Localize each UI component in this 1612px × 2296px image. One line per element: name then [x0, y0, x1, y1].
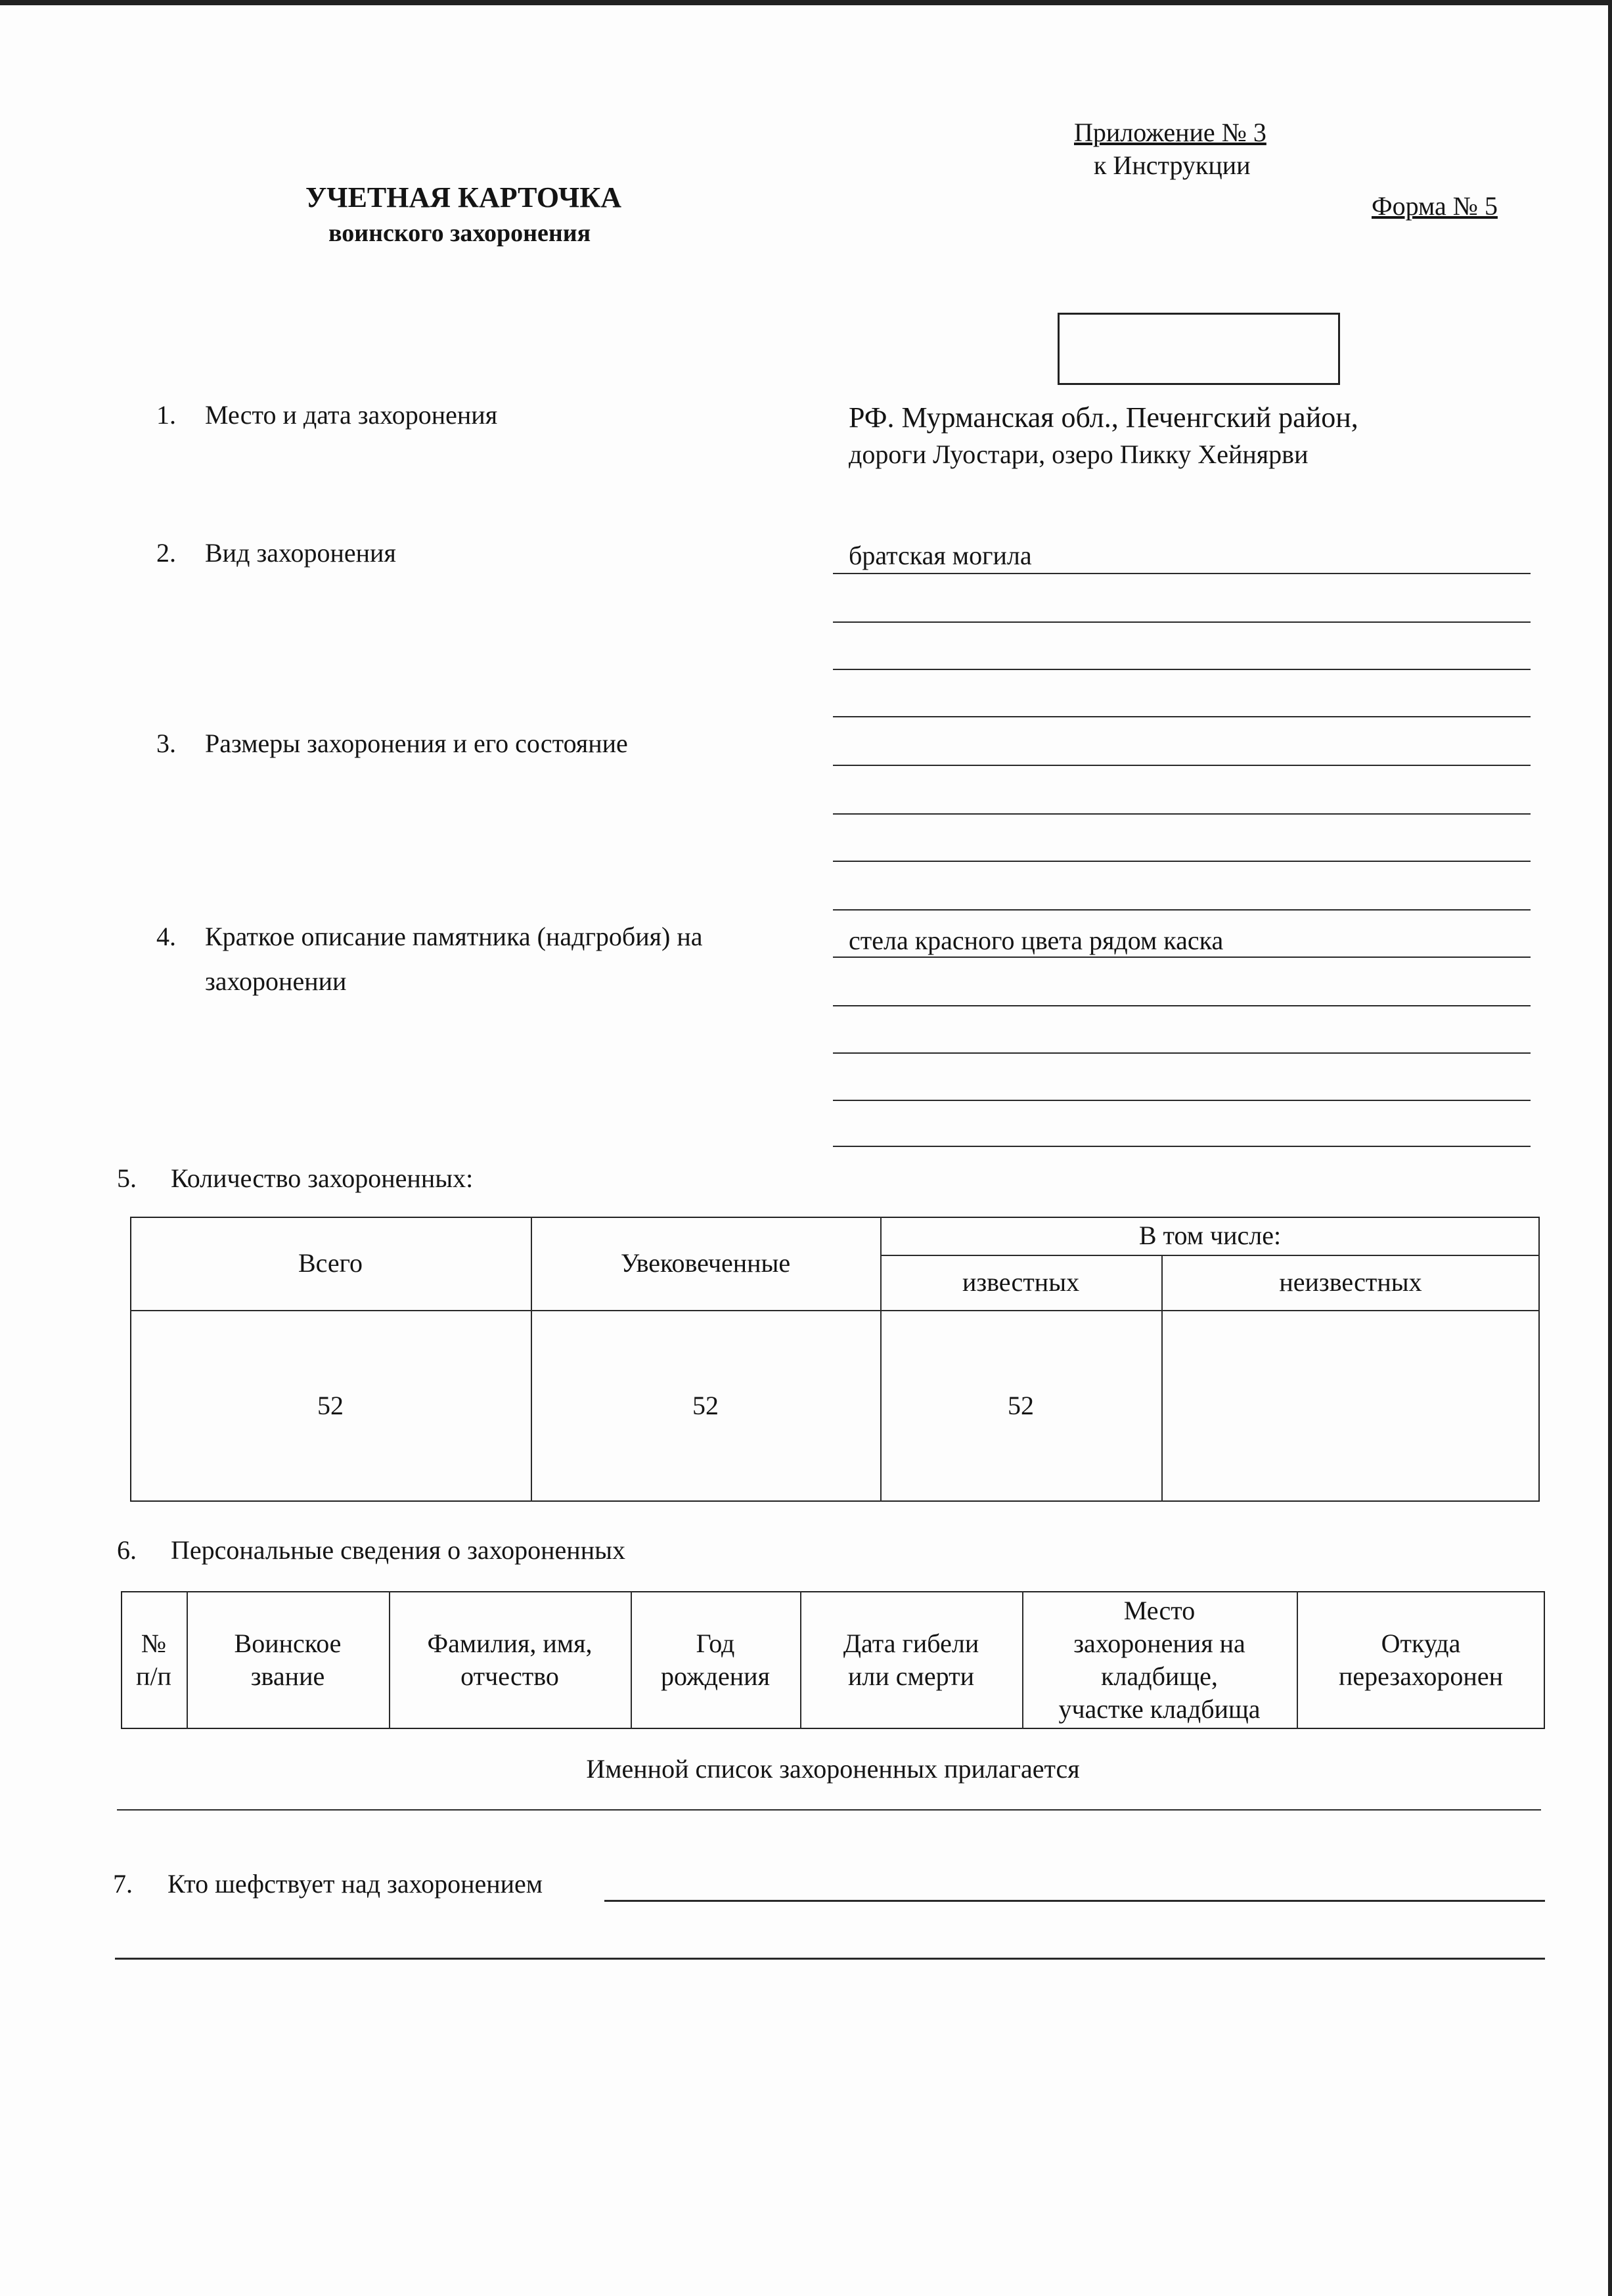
col-full-name	[389, 1591, 631, 1729]
burial-place-value: РФ. Мурманская обл., Печенгский район,	[849, 401, 1358, 434]
col-rank-text: Воинское звание	[234, 1629, 342, 1691]
burial-count-label: Количество захороненных:	[171, 1163, 474, 1193]
fill-line	[833, 621, 1531, 623]
header-unknown: неизвестных	[1279, 1267, 1422, 1297]
value-total: 52	[317, 1391, 344, 1420]
fill-line	[833, 813, 1531, 815]
registration-number-box	[1058, 313, 1340, 385]
document-title: УЧЕТНАЯ КАРТОЧКА	[305, 181, 622, 214]
fill-line	[833, 669, 1531, 670]
header-total: Всего	[298, 1248, 363, 1278]
fill-line	[833, 957, 1531, 958]
col-rank	[187, 1591, 389, 1729]
fill-line	[833, 1005, 1531, 1006]
appendix-number: Приложение № 3	[1074, 118, 1266, 147]
value-unknown	[1161, 1310, 1540, 1502]
item-number: 7.	[113, 1869, 133, 1899]
fill-line	[833, 573, 1531, 574]
name-list-note: Именной список захороненных прилагается	[586, 1754, 1080, 1784]
patronage-fill-line	[604, 1900, 1545, 1902]
col-number	[121, 1591, 187, 1729]
burial-size-label: Размеры захоронения и его состояние	[205, 729, 628, 758]
item-number: 1.	[156, 400, 176, 430]
form-number: Форма № 5	[1372, 191, 1498, 221]
monument-description-label: Краткое описание памятника (надгробия) на	[205, 922, 703, 951]
fill-line	[833, 1100, 1531, 1101]
header-immortalized: Увековеченные	[620, 1248, 791, 1278]
fill-line	[833, 716, 1531, 717]
value-immortalized: 52	[692, 1391, 719, 1420]
scan-edge-right	[1608, 0, 1612, 2296]
col-death-date	[800, 1591, 1022, 1729]
col-reburied-from-text: Откуда перезахоронен	[1339, 1629, 1503, 1691]
item-number: 2.	[156, 538, 176, 568]
personal-info-label: Персональные сведения о захороненных	[171, 1535, 625, 1565]
item-number: 3.	[156, 729, 176, 758]
col-burial-location-text: Место захоронения на кладбище, участке кладбища	[1058, 1596, 1261, 1724]
col-birth-year-text: Год рождения	[661, 1629, 770, 1691]
burial-type-value: братская могила	[849, 541, 1032, 570]
header-including: В том числе:	[1138, 1221, 1282, 1250]
fill-line	[115, 1958, 1545, 1960]
appendix-instruction: к Инструкции	[1094, 150, 1251, 180]
fill-line	[833, 861, 1531, 862]
fill-line	[117, 1809, 1541, 1811]
burial-type-label: Вид захоронения	[205, 538, 396, 568]
col-reburied-from	[1297, 1591, 1545, 1729]
col-full-name-text: Фамилия, имя, отчество	[427, 1629, 593, 1691]
document-subtitle: воинского захоронения	[328, 219, 591, 247]
fill-line	[833, 1146, 1531, 1147]
col-death-date-text: Дата гибели или смерти	[843, 1629, 979, 1691]
monument-description-value: стела красного цвета рядом каска	[849, 926, 1224, 955]
fill-line	[833, 1052, 1531, 1054]
item-number: 4.	[156, 922, 176, 951]
item-number: 6.	[117, 1535, 137, 1565]
header-known: известных	[962, 1267, 1080, 1297]
burial-place-label: Место и дата захоронения	[205, 400, 498, 430]
patronage-label: Кто шефствует над захоронением	[168, 1869, 543, 1899]
col-birth-year	[631, 1591, 800, 1729]
value-known: 52	[1008, 1391, 1034, 1420]
col-number-text: № п/п	[136, 1629, 171, 1691]
col-burial-location	[1022, 1591, 1297, 1729]
fill-line	[833, 765, 1531, 766]
monument-description-label-2: захоронении	[205, 966, 347, 996]
scan-edge-top	[0, 0, 1612, 5]
item-number: 5.	[117, 1163, 137, 1193]
burial-place-value-2: дороги Луостари, озеро Пикку Хейнярви	[849, 439, 1309, 469]
fill-line	[833, 909, 1531, 911]
